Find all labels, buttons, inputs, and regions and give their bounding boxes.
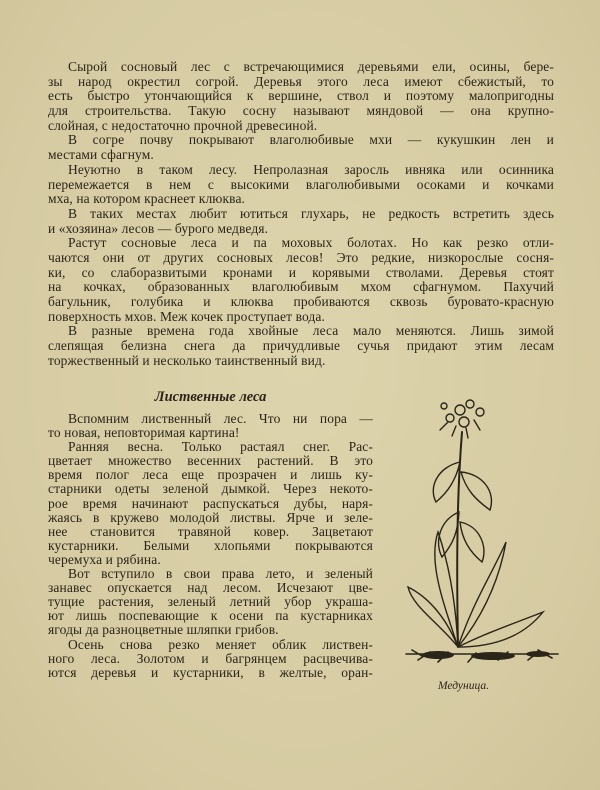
text-line: ягоды да разноцветные шляпки грибов. [48,622,279,638]
text-line: цветает множество весенних растений. В это [48,453,373,469]
text-line: багульник, голубика и клюква пробиваются сквозь буровато-красную [48,294,554,309]
text-line: В разные времена года хвойные леса мало меняются. Лишь зимой [68,323,554,339]
text-line: зы народ окрестил согрой. Деревья этого леса имеют сбежистый, то [48,73,554,89]
text-line: Осень снова резко меняет облик листвен- [68,636,373,652]
section-heading: Лиственные леса [154,389,267,405]
text-line: на кочках, образованных влаголюбивым мхом сфагнумом. Пахучий [48,279,554,295]
text-line: Растут сосновые леса и па моховых болотах. Но как резко отли- [68,235,554,251]
text-line: слепящая белизна снега да причудливые сучья придают этим лесам [48,338,554,354]
text-line: тущие растения, зеленый летний убор украша- [48,594,373,610]
lungwort-plant-illustration [398,392,568,677]
text-line: ют лишь поспевающие к осени па кустарниках [48,608,373,624]
text-line: кустарники. Белыми хлопьями покрываются [48,537,373,553]
text-line: ются деревья и кустарники, в желтые, оран- [48,664,373,680]
text-line: мха, на котором краснеет клюква. [48,191,246,207]
text-line: то новая, неповторимая картина! [48,425,240,441]
text-line: ного леса. Золотом и багрянцем расцвечива- [48,650,373,666]
text-line: Сырой сосновый лес с встречающимися деревьями ели, осины, бере- [68,59,554,74]
text-line: есть быстро утончающийся к вершине, ствол и поэтому малопригодны [48,88,554,104]
deciduous-forest-text [48,412,373,680]
text-line: поверхность мхов. Меж кочек проступает вода. [48,308,325,324]
text-line: для строительства. Такую сосну называют мяндовой — она крупно- [48,103,554,119]
text-line: перемежается в нем с высокими влаголюбивыми осоками и кочками [48,176,554,192]
text-line: рое время начинают распускаться дубы, наря- [48,495,373,511]
conifer-forest-text [48,60,554,368]
text-line: старники одеты зеленой дымкой. Через некото- [48,481,373,497]
text-line: В таких местах любит ютиться глухарь, не редкость встретить здесь [68,205,554,221]
text-line: ки, со слаборазвитыми кронами и корявыми стволами. Деревья стоят [48,264,554,280]
text-line: Ранняя весна. Только растаял снег. Рас- [68,439,373,455]
text-line: Неуютно в таком лесу. Непролазная заросль ивняка или осинника [68,161,554,177]
text-line: Вот вступило в свои права лето, и зеленый [68,566,373,582]
text-line: жаясь в кружево молодой листвы. Ярче и зеле- [48,509,373,525]
text-line: чаются они от других сосновых лесов! Это редкие, низкорослые сосня- [48,249,554,265]
text-line: нее становится травяной ковер. Зацветают [48,523,373,539]
illustration-caption: Медуница. [438,680,489,692]
text-line: занавес опускается над лесом. Исчезают цве- [48,580,373,596]
text-line: торжественный и несколько таинственный вид. [48,352,326,368]
text-line: слойная, с недостаточно прочной древесиной. [48,117,318,133]
text-line: местами сфагнум. [48,147,154,163]
text-line: Вспомним лиственный лес. Что ни пора — [68,411,373,426]
text-line: время полог леса еще прозрачен и лишь ку- [48,467,373,483]
text-line: черемуха и рябина. [48,551,161,567]
text-line: и «хозяина» лесов — бурого медведя. [48,220,269,236]
text-line: В согре почву покрывают влаголюбивые мхи — кукушкин лен и [68,132,554,148]
